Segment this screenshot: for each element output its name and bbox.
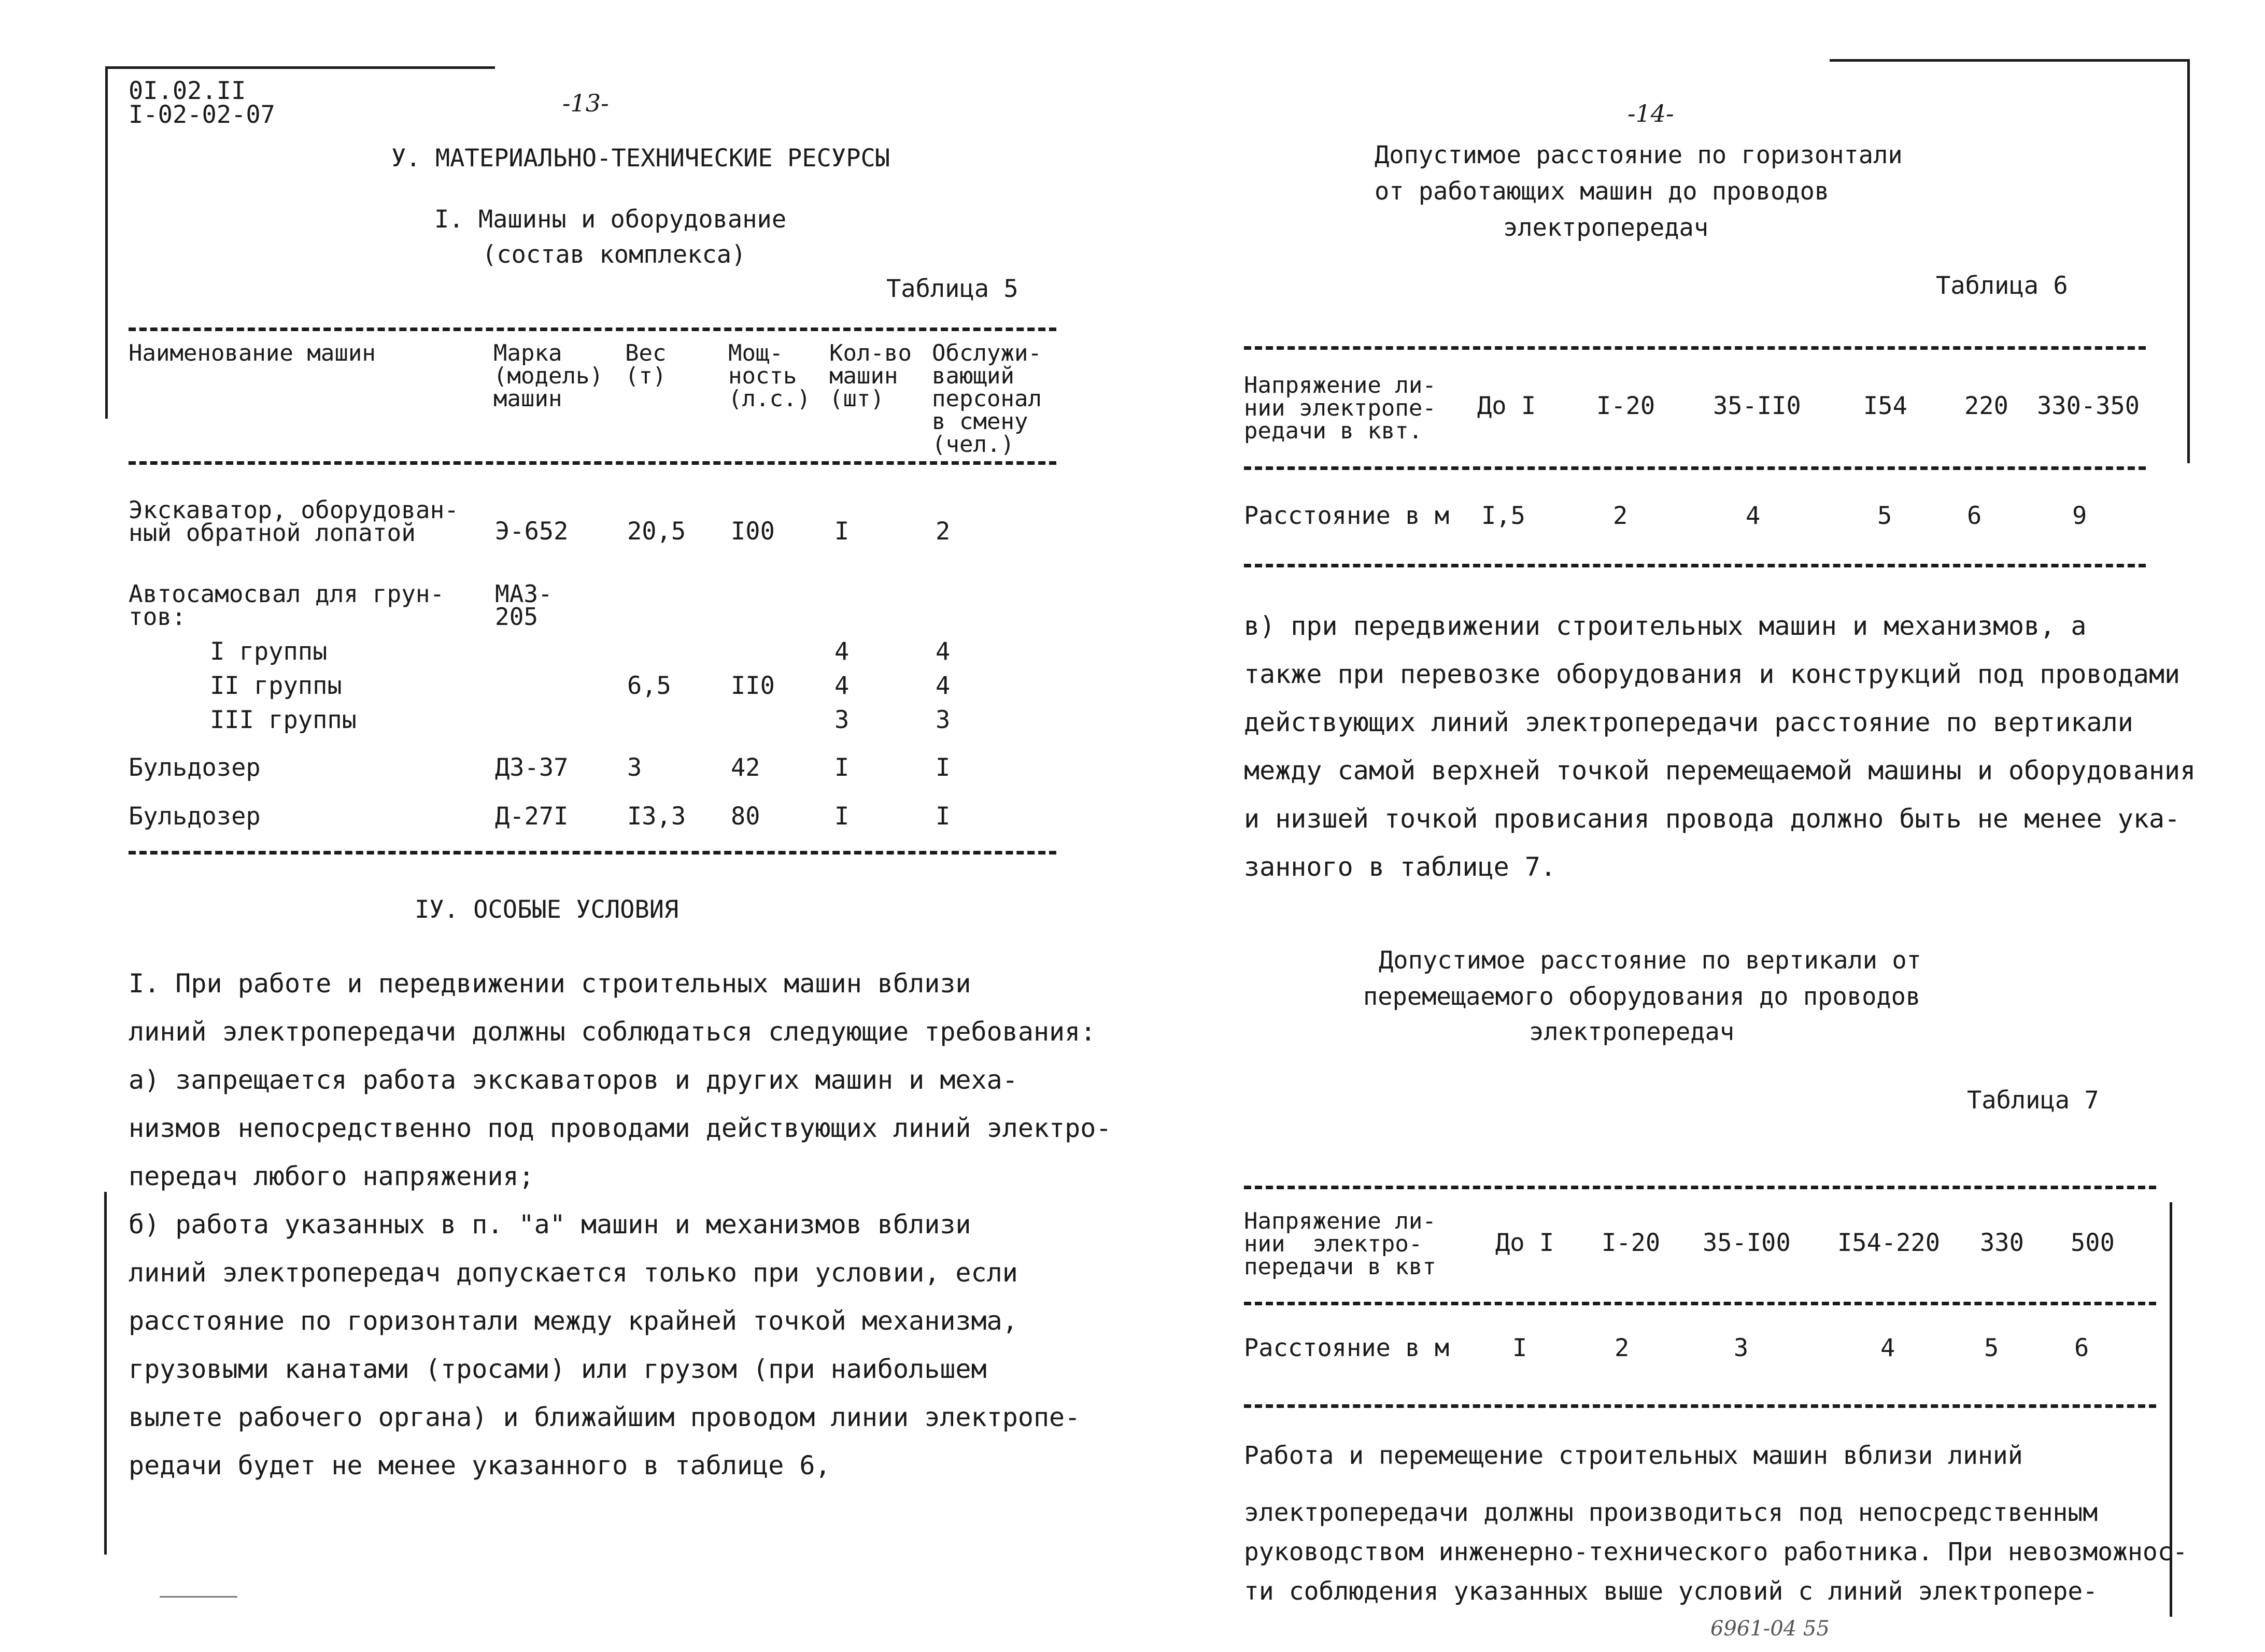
table7-cell: 35-I00 — [1703, 1229, 1791, 1257]
table6-row1-label: Напряжение ли- нии электропе- редачи в квт. — [1244, 372, 1436, 444]
table6-label: Таблица 6 — [1936, 272, 2068, 300]
left-footer-mark — [160, 1596, 237, 1598]
header-power: Мощ- ность (л.с.) — [728, 340, 811, 412]
footer-stamp: 6961-04 55 — [1710, 1617, 1830, 1641]
table7-bottom-rule — [1244, 1404, 2156, 1408]
table-row-count: 3 — [834, 706, 850, 734]
table7-cell: 4 — [1880, 1334, 1895, 1362]
doc-code-2: I-02-02-07 — [129, 101, 275, 129]
table6-row2-label: Расстояние в м — [1244, 502, 1450, 530]
table6-title-line: Допустимое расстояние по горизонтали — [1375, 141, 1903, 169]
left-frame-left — [105, 66, 108, 419]
paragraph-line: также при перевозке оборудования и конструкций под проводами — [1244, 659, 2181, 689]
paragraph-line: расстояние по горизонтали между крайней точкой механизма, — [129, 1306, 1018, 1336]
table-row-count: I — [834, 517, 850, 546]
paragraph-line: низмов непосредственно под проводами действующих линий электро- — [129, 1113, 1112, 1143]
page-number: -13- — [562, 89, 609, 117]
paragraph-line: передач любого напряжения; — [129, 1161, 534, 1191]
table-row-weight: 20,5 — [627, 517, 686, 546]
left-frame-left-lower — [104, 1192, 107, 1555]
table5-top-rule — [129, 327, 1056, 331]
table5-bottom-rule — [129, 851, 1056, 855]
subsection-subtitle: (состав комплекса) — [482, 240, 746, 269]
page-number: -14- — [1627, 99, 1674, 127]
table-row-staff: I — [936, 802, 951, 831]
table-row-name: II группы — [210, 672, 342, 700]
paragraph-line: линий электропередачи должны соблюдаться следующие требования: — [129, 1017, 1096, 1047]
table7-row1-label: Напряжение ли- нии электро- передачи в квт — [1244, 1208, 1436, 1280]
table6-cell: 6 — [1967, 502, 1982, 530]
table6-bottom-rule — [1244, 564, 2146, 567]
header-count: Кол-во машин (шт) — [829, 340, 912, 412]
table6-cell: 2 — [1613, 502, 1628, 530]
header-brand: Марка (модель) машин — [493, 340, 603, 412]
table6-cell: I54 — [1863, 392, 1907, 420]
paragraph-line: ти соблюдения указанных выше условий с линий электропере- — [1244, 1577, 2098, 1606]
header-staff: Обслужи- вающий персонал в смену (чел.) — [932, 340, 1042, 458]
table7-cell: I-20 — [1602, 1229, 1661, 1257]
table-label: Таблица 5 — [886, 275, 1018, 303]
table7-cell: 2 — [1615, 1334, 1630, 1362]
paragraph-line: редачи будет не менее указанного в таблице 6, — [129, 1450, 831, 1480]
table-row-name: I группы — [210, 637, 328, 666]
table-row-name: Экскаватор, оборудован- ный обратной лопатой — [129, 496, 459, 547]
table-row-power: I00 — [731, 517, 775, 546]
table-row-count: 4 — [834, 637, 850, 666]
paragraph-line: б) работа указанных в п. "а" машин и механизмов вблизи — [129, 1209, 971, 1240]
paragraph-line: в) при передвижении строительных машин и механизмов, а — [1244, 611, 2087, 641]
header-name: Наименование машин — [129, 340, 376, 366]
table7-cell: 6 — [2074, 1334, 2089, 1362]
table6-cell: 220 — [1964, 392, 2008, 420]
table-row-staff: 4 — [936, 672, 951, 700]
table7-cell: 500 — [2071, 1229, 2115, 1257]
table7-label: Таблица 7 — [1967, 1086, 2099, 1115]
table7-row2-label: Расстояние в м — [1244, 1334, 1450, 1362]
paragraph-line: а) запрещается работа экскаваторов и других машин и меха- — [129, 1065, 1018, 1095]
table-row-weight: 6,5 — [627, 672, 671, 700]
table6-cell: 5 — [1877, 502, 1892, 530]
table-row-brand: Д3-37 — [495, 753, 569, 782]
paragraph-line: между самой верхней точкой перемещаемой машины и оборудования — [1244, 756, 2196, 786]
table-row-staff: 4 — [936, 637, 951, 666]
table-row-brand: Д-27I — [495, 802, 569, 831]
table7-cell: I54-220 — [1837, 1229, 1941, 1257]
table7-cell: 5 — [1984, 1334, 1999, 1362]
table6-cell: 35-II0 — [1713, 392, 1801, 420]
paragraph-line: и низшей точкой провисания провода должно быть не менее ука- — [1244, 804, 2181, 834]
table-row-name: Автосамосвал для грун- тов: — [129, 580, 445, 631]
doc-code-1: 0I.02.II — [129, 77, 246, 105]
table7-title-line: электропередач — [1529, 1018, 1735, 1046]
table7-top-rule — [1244, 1186, 2156, 1189]
table6-title-line: от работающих машин до проводов — [1375, 177, 1830, 206]
left-frame-top — [106, 66, 495, 69]
table6-top-rule — [1244, 346, 2146, 350]
paragraph-line: занного в таблице 7. — [1244, 852, 1556, 882]
table7-title-line: Допустимое расстояние по вертикали от — [1379, 946, 1921, 975]
table6-cell: До I — [1477, 392, 1536, 420]
table6-cell: 330-350 — [2037, 392, 2140, 420]
paragraph-line: линий электропередач допускается только при условии, если — [129, 1258, 1018, 1288]
table7-mid-rule — [1244, 1302, 2156, 1305]
table6-cell: 9 — [2072, 502, 2087, 530]
right-frame-right — [2187, 59, 2190, 463]
paragraph-line: вылете рабочего органа) и ближайшим проводом линии электропе- — [129, 1402, 1081, 1432]
table-row-count: I — [834, 802, 850, 831]
table6-cell: 4 — [1746, 502, 1761, 530]
table7-cell: 330 — [1980, 1229, 2024, 1257]
header-weight: Вес (т) — [625, 340, 667, 389]
table6-mid-rule — [1244, 466, 2146, 470]
table-row-name: Бульдозер — [129, 753, 261, 782]
right-frame-top — [1830, 59, 2190, 62]
table-row-staff: I — [936, 753, 951, 782]
table6-title-line: электропередач — [1503, 213, 1709, 242]
paragraph-line: руководством инженерно-технического работника. При невозможнос- — [1244, 1537, 2188, 1566]
table5-header-rule — [129, 461, 1056, 465]
paragraph-line: грузовыми канатами (тросами) или грузом (при наибольшем — [129, 1354, 987, 1384]
left-paragraph — [129, 960, 1111, 1490]
table-row-name: III группы — [210, 706, 357, 734]
table7-cell: 3 — [1734, 1334, 1749, 1362]
table7-cell: I — [1512, 1334, 1527, 1362]
table7-cell: До I — [1495, 1229, 1554, 1257]
table-row-weight: 3 — [627, 753, 642, 782]
paragraph-v — [1244, 602, 2196, 891]
table-row-staff: 3 — [936, 706, 951, 734]
table-row-power: II0 — [731, 672, 775, 700]
paragraph-line: электропередачи должны производиться под непосредственным — [1244, 1498, 2098, 1527]
table-row-name: Бульдозер — [129, 802, 261, 831]
table-row-power: 80 — [731, 802, 760, 831]
table-row-brand: МАЗ- 205 — [495, 580, 553, 631]
closing-paragraph — [1244, 1433, 2188, 1608]
table-row-count: I — [834, 753, 850, 782]
table-row-power: 42 — [731, 753, 760, 782]
table-row-brand: Э-652 — [495, 517, 569, 546]
paragraph-line: I. При работе и передвижении строительных машин вблизи — [129, 969, 971, 999]
paragraph-line: действующих линий электропередачи расстояние по вертикали — [1244, 707, 2133, 737]
paragraph-line: Работа и перемещение строительных машин вблизи линий — [1244, 1441, 2023, 1470]
table-row-weight: I3,3 — [627, 802, 686, 831]
section4-title: IУ. ОСОБЫЕ УСЛОВИЯ — [415, 895, 679, 924]
table-row-count: 4 — [834, 672, 850, 700]
subsection-title: I. Машины и оборудование — [434, 205, 787, 234]
table7-title-line: перемещаемого оборудования до проводов — [1363, 982, 1921, 1011]
table6-cell: I,5 — [1481, 502, 1525, 530]
table6-cell: I-20 — [1596, 392, 1655, 420]
table-row-staff: 2 — [936, 517, 951, 546]
section-title: У. МАТЕРИАЛЬНО-ТЕХНИЧЕСКИЕ РЕСУРСЫ — [391, 144, 890, 173]
